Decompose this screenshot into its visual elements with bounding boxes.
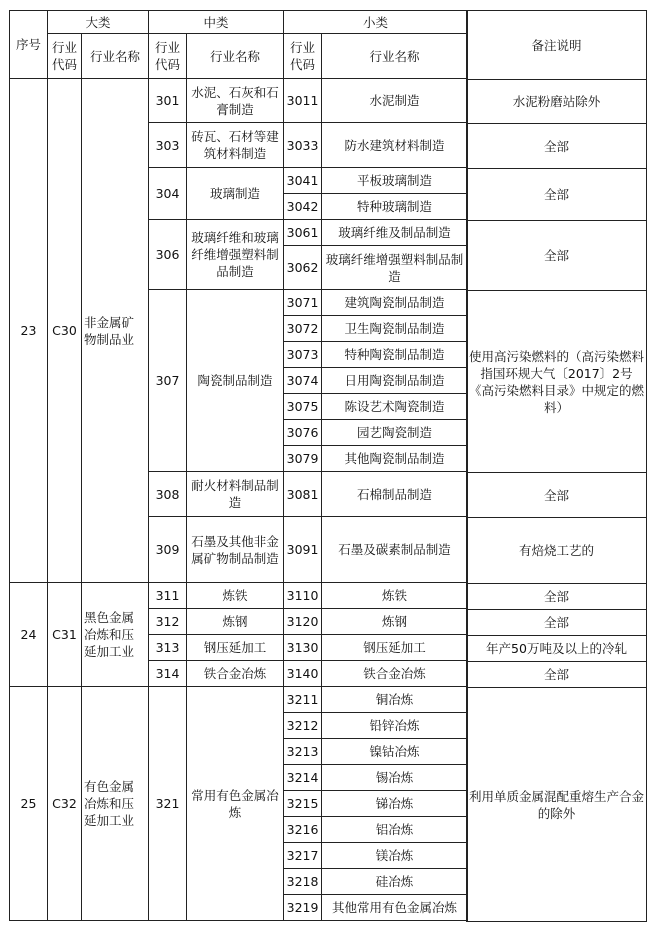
minor-name-cell: 特种玻璃制造 [322,194,468,220]
minor-code-cell: 3214 [284,765,322,791]
minor-code-cell: 3216 [284,817,322,843]
minor-name-cell: 铝冶炼 [322,817,468,843]
minor-name-cell: 平板玻璃制造 [322,168,468,194]
middle-code-cell: 312 [149,609,187,635]
header-middle-code: 行业 代码 [149,34,187,79]
middle-name-cell: 石墨及其他非金属矿物制品制造 [187,517,284,583]
remark-column-table [466,10,647,922]
middle-code-cell: 309 [149,517,187,583]
minor-name-cell: 其他陶瓷制品制造 [322,446,468,472]
minor-code-cell: 3218 [284,869,322,895]
minor-code-cell: 3033 [284,123,322,168]
middle-name-cell: 炼钢 [187,609,284,635]
middle-name-cell: 水泥、石灰和石膏制造 [187,79,284,123]
minor-code-cell: 3079 [284,446,322,472]
middle-code-cell: 311 [149,583,187,609]
remark-row [467,291,647,317]
minor-name-cell: 水泥制造 [322,79,468,123]
remark-cell: 全部 [467,124,647,169]
minor-name-cell: 炼钢 [322,609,468,635]
remark-cell: 使用高污染燃料的（高污染燃料指国环规大气〔2017〕2号《高污染燃料目录》中规定的燃料） [467,291,647,473]
minor-code-cell: 3041 [284,168,322,194]
middle-name-cell: 常用有色金属冶炼 [187,687,284,921]
header-minor: 小类 [284,11,468,34]
minor-name-cell: 钢压延加工 [322,635,468,661]
table-row [10,79,468,123]
remark-row [467,80,647,124]
remark-body [467,80,647,922]
minor-name-cell: 玻璃纤维及制品制造 [322,220,468,246]
table-row [10,687,468,713]
header-remark: 备注说明 [467,11,647,80]
remark-cell: 全部 [467,662,647,688]
minor-code-cell: 3213 [284,739,322,765]
seq-cell: 25 [10,687,48,921]
remark-cell: 有焙烧工艺的 [467,518,647,584]
major-code-cell: C31 [48,583,82,687]
major-name-cell: 黑色金属冶炼和压延加工业 [82,583,149,687]
minor-name-cell: 铁合金冶炼 [322,661,468,687]
middle-name-cell: 陶瓷制品制造 [187,290,284,472]
major-name-cell: 非金属矿物制品业 [82,79,149,583]
minor-name-cell: 建筑陶瓷制品制造 [322,290,468,316]
remark-cell: 利用单质金属混配重熔生产合金的除外 [467,688,647,922]
remark-row [467,636,647,662]
minor-name-cell: 锑冶炼 [322,791,468,817]
middle-code-cell: 314 [149,661,187,687]
middle-code-cell: 321 [149,687,187,921]
remark-cell: 水泥粉磨站除外 [467,80,647,124]
header-major-name: 行业名称 [82,34,149,79]
minor-name-cell: 石墨及碳素制品制造 [322,517,468,583]
middle-name-cell: 耐火材料制品制造 [187,472,284,517]
remark-row [467,688,647,714]
middle-name-cell: 炼铁 [187,583,284,609]
middle-name-cell: 钢压延加工 [187,635,284,661]
remark-row [467,473,647,518]
remark-cell: 全部 [467,610,647,636]
minor-code-cell: 3211 [284,687,322,713]
table-header [10,11,468,79]
minor-code-cell: 3071 [284,290,322,316]
remark-row [467,518,647,584]
minor-name-cell: 日用陶瓷制品制造 [322,368,468,394]
remark-cell: 年产50万吨及以上的冷轧 [467,636,647,662]
minor-name-cell: 铅锌冶炼 [322,713,468,739]
minor-code-cell: 3061 [284,220,322,246]
minor-code-cell: 3217 [284,843,322,869]
minor-code-cell: 3011 [284,79,322,123]
middle-name-cell: 玻璃纤维和玻璃纤维增强塑料制品制造 [187,220,284,290]
middle-code-cell: 304 [149,168,187,220]
middle-code-cell: 313 [149,635,187,661]
middle-code-cell: 303 [149,123,187,168]
remark-cell: 全部 [467,473,647,518]
minor-name-cell: 镍钴冶炼 [322,739,468,765]
remark-cell: 全部 [467,221,647,291]
remark-cell: 全部 [467,584,647,610]
minor-code-cell: 3140 [284,661,322,687]
minor-code-cell: 3072 [284,316,322,342]
seq-cell: 24 [10,583,48,687]
middle-name-cell: 玻璃制造 [187,168,284,220]
minor-name-cell: 特种陶瓷制品制造 [322,342,468,368]
minor-name-cell: 其他常用有色金属冶炼 [322,895,468,921]
middle-code-cell: 301 [149,79,187,123]
remark-row [467,610,647,636]
minor-code-cell: 3073 [284,342,322,368]
minor-name-cell: 防水建筑材料制造 [322,123,468,168]
minor-code-cell: 3042 [284,194,322,220]
remark-row [467,169,647,195]
remark-row [467,662,647,688]
minor-name-cell: 石棉制品制造 [322,472,468,517]
minor-name-cell: 锡冶炼 [322,765,468,791]
header-middle-name: 行业名称 [187,34,284,79]
minor-code-cell: 3215 [284,791,322,817]
header-middle: 中类 [149,11,284,34]
table-body [10,79,468,921]
minor-name-cell: 炼铁 [322,583,468,609]
minor-name-cell: 陈设艺术陶瓷制造 [322,394,468,420]
minor-code-cell: 3062 [284,246,322,290]
header-minor-name: 行业名称 [322,34,468,79]
industry-classification-table [9,10,468,921]
minor-code-cell: 3081 [284,472,322,517]
header-seq: 序号 [10,11,48,79]
middle-code-cell: 308 [149,472,187,517]
minor-name-cell: 园艺陶瓷制造 [322,420,468,446]
major-name-cell: 有色金属冶炼和压延加工业 [82,687,149,921]
minor-code-cell: 3130 [284,635,322,661]
remark-row [467,124,647,169]
header-minor-code: 行业 代码 [284,34,322,79]
header-major-code: 行业 代码 [48,34,82,79]
minor-code-cell: 3219 [284,895,322,921]
minor-code-cell: 3110 [284,583,322,609]
major-code-cell: C30 [48,79,82,583]
minor-name-cell: 镁冶炼 [322,843,468,869]
table-row [10,583,468,609]
major-code-cell: C32 [48,687,82,921]
remark-row [467,584,647,610]
minor-name-cell: 铜冶炼 [322,687,468,713]
minor-name-cell: 硅冶炼 [322,869,468,895]
remark-row [467,221,647,247]
middle-code-cell: 306 [149,220,187,290]
minor-name-cell: 玻璃纤维增强塑料制品制造 [322,246,468,290]
minor-code-cell: 3075 [284,394,322,420]
seq-cell: 23 [10,79,48,583]
minor-name-cell: 卫生陶瓷制品制造 [322,316,468,342]
remark-cell: 全部 [467,169,647,221]
middle-code-cell: 307 [149,290,187,472]
minor-code-cell: 3076 [284,420,322,446]
middle-name-cell: 砖瓦、石材等建筑材料制造 [187,123,284,168]
middle-name-cell: 铁合金冶炼 [187,661,284,687]
header-major: 大类 [48,11,149,34]
minor-code-cell: 3091 [284,517,322,583]
minor-code-cell: 3212 [284,713,322,739]
minor-code-cell: 3120 [284,609,322,635]
minor-code-cell: 3074 [284,368,322,394]
